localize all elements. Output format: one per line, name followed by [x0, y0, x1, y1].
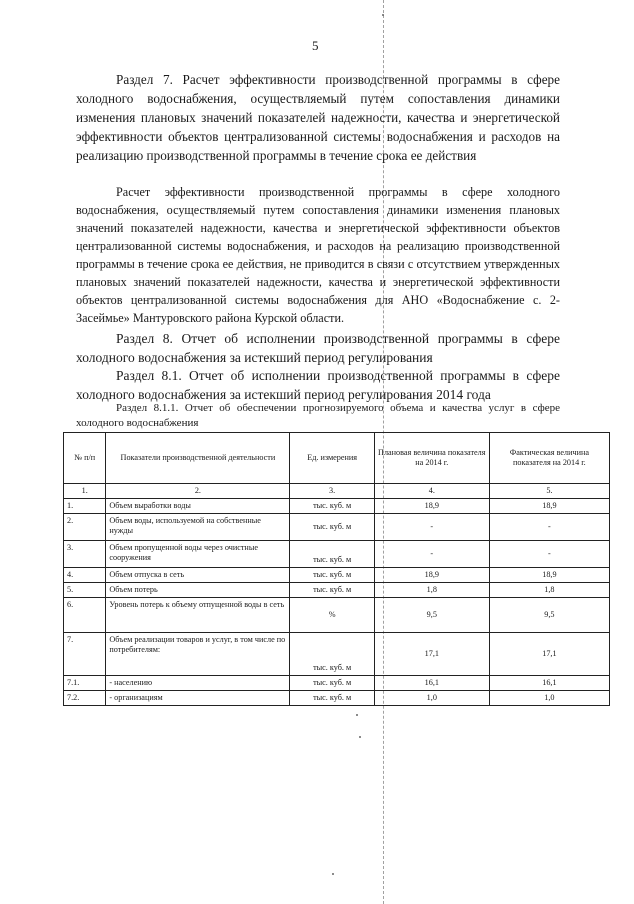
scan-speck: [382, 14, 384, 16]
row-name: Объем пропущенной воды через очистные сооружения: [106, 541, 290, 568]
row-plan: -: [374, 541, 489, 568]
header-unit: Ед. измерения: [290, 433, 374, 484]
row-fact: 18,9: [489, 568, 609, 583]
row-plan: 18,9: [374, 499, 489, 514]
row-num: 7.1.: [64, 676, 106, 691]
row-plan: 1,8: [374, 583, 489, 598]
row-num: 3.: [64, 541, 106, 568]
row-unit: тыс. куб. м: [290, 691, 374, 706]
section-8-1-1-heading-text: Раздел 8.1.1. Отчет об обеспечении прогнозируемого объема и качества услуг в сфере холодного водоснабжения: [76, 402, 560, 429]
row-plan: 18,9: [374, 568, 489, 583]
row-fact: 1,8: [489, 583, 609, 598]
row-name: Уровень потерь к объему отпущенной воды в сеть: [106, 598, 290, 633]
row-fact: -: [489, 514, 609, 541]
row-name: - населению: [106, 676, 290, 691]
row-fact: 9,5: [489, 598, 609, 633]
table-row: [64, 541, 610, 568]
table-row: [64, 583, 610, 598]
table-header-row: [64, 433, 610, 484]
row-fact: 18,9: [489, 499, 609, 514]
index-cell: 5.: [489, 484, 609, 499]
row-num: 7.: [64, 633, 106, 676]
table-row: [64, 691, 610, 706]
row-unit: тыс. куб. м: [290, 676, 374, 691]
row-num: 7.2.: [64, 691, 106, 706]
section-8-heading-text: Раздел 8. Отчет об исполнении производственной программы в сфере холодного водоснабжения за истекший период регулирования: [76, 331, 560, 365]
table-row: [64, 514, 610, 541]
row-plan: -: [374, 514, 489, 541]
row-unit: тыс. куб. м: [290, 541, 374, 568]
scan-speck: [359, 736, 361, 738]
index-cell: 4.: [374, 484, 489, 499]
row-fact: -: [489, 541, 609, 568]
page-number: 5: [312, 38, 319, 53]
row-num: 6.: [64, 598, 106, 633]
section-7-body: [76, 183, 560, 327]
index-cell: 1.: [64, 484, 106, 499]
row-num: 1.: [64, 499, 106, 514]
row-num: 2.: [64, 514, 106, 541]
scan-speck: [356, 714, 358, 716]
row-unit: тыс. куб. м: [290, 514, 374, 541]
section-7-heading: [76, 70, 560, 165]
table-row: [64, 633, 610, 676]
table-row: [64, 598, 610, 633]
section-8-1-1-heading: [76, 401, 560, 431]
index-cell: 3.: [290, 484, 374, 499]
table-row: [64, 568, 610, 583]
row-name: Объем реализации товаров и услуг, в том числе по потребителям:: [106, 633, 290, 676]
table-index-row: [64, 484, 610, 499]
section-8-1-heading-text: Раздел 8.1. Отчет об исполнении производственной программы в сфере холодного водоснабжения за истекший период регулирования 2014 года: [76, 368, 560, 402]
table-row: [64, 676, 610, 691]
row-plan: 1,0: [374, 691, 489, 706]
scan-speck: [332, 873, 334, 875]
row-unit: тыс. куб. м: [290, 499, 374, 514]
section-8-1-heading: [76, 366, 560, 404]
table-row: [64, 499, 610, 514]
row-name: Объем отпуска в сеть: [106, 568, 290, 583]
section-7-heading-text: Раздел 7. Расчет эффективности производственной программы в сфере холодного водоснабжения, осуществляемый путем сопоставления динамики изменения плановых значений показателей надежности, качества и энергетической эффективности объектов централизованной системы водоснабжения и расходов на реализацию производственной программы в течение срока ее действия: [76, 72, 560, 163]
index-cell: 2.: [106, 484, 290, 499]
row-plan: 9,5: [374, 598, 489, 633]
header-plan: Плановая величина показателя на 2014 г.: [374, 433, 489, 484]
row-name: Объем выработки воды: [106, 499, 290, 514]
row-name: Объем воды, используемой на собственные нужды: [106, 514, 290, 541]
header-num: № п/п: [64, 433, 106, 484]
header-name: Показатели производственной деятельности: [106, 433, 290, 484]
row-plan: 16,1: [374, 676, 489, 691]
row-fact: 16,1: [489, 676, 609, 691]
row-unit: тыс. куб. м: [290, 583, 374, 598]
row-unit: тыс. куб. м: [290, 568, 374, 583]
production-indicators-table: [63, 432, 610, 706]
row-unit: %: [290, 598, 374, 633]
row-num: 5.: [64, 583, 106, 598]
header-fact: Фактическая величина показателя на 2014 г.: [489, 433, 609, 484]
row-unit: тыс. куб. м: [290, 633, 374, 676]
row-fact: 1,0: [489, 691, 609, 706]
row-plan: 17,1: [374, 633, 489, 676]
section-7-body-text: Расчет эффективности производственной программы в сфере холодного водоснабжения, осуществляемый путем сопоставления динамики изменения плановых значений показателей надежности, качества и энергетической эффективности объектов централизованной системы водоснабжения, и расходов на реализацию производственной программы в течение срока ее действия, не приводится в связи с отсутствием утвержденных плановых значений показателей надежности, качества и энергетической эффективности объектов централизованной системы водоснабжения для АНО «Водоснабжение с. 2-Засеймье» Мантуровского района Курской области.: [76, 185, 560, 325]
row-fact: 17,1: [489, 633, 609, 676]
row-name: Объем потерь: [106, 583, 290, 598]
row-name: - организациям: [106, 691, 290, 706]
section-8-heading: [76, 329, 560, 367]
row-num: 4.: [64, 568, 106, 583]
